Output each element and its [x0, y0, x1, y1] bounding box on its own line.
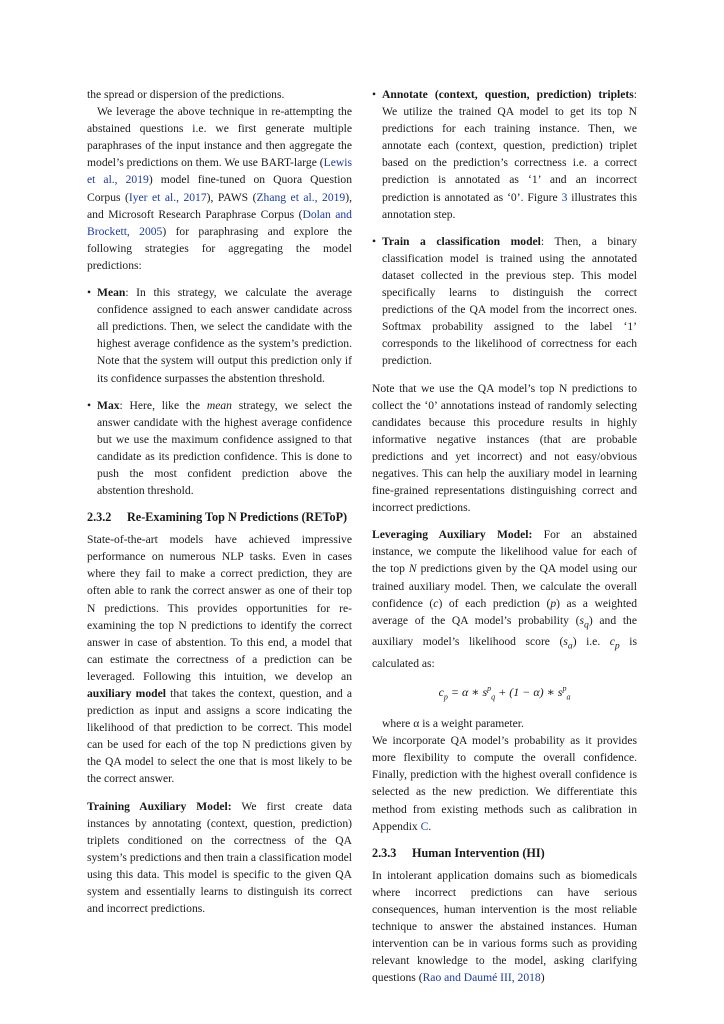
leverage-paragraph: We leverage the above technique in re-attempting the abstained questions i.e. we first generate multiple paraphrases of the input instance and then aggregate the model’s predictions on them. We use BART-large (Lewis et al., 2019) model fine-tuned on Quora Question Corpus (Iyer et al., 2017), PAWS (Zhang et al., 2019), and Microsoft Research Paraphrase Corpus (Dolan and Brockett, 2005) for paraphrasing and explore the following strategies for aggregating the model predictions:	[87, 105, 353, 272]
right-column	[372, 86, 637, 986]
section-heading-hi: 2.3.3 Human Intervention (HI)	[372, 845, 545, 860]
retop-paragraph: State-of-the-art models have achieved impressive performance on numerous NLP tasks. Even in cases where they fail to make a correct prediction, they are often able to rank the correct answer as one of their top N predictions. This provides opportunities for re-examining the top N predictions to identify the correct answer in case of abstention. To this end, a model that can estimate the correctness of a prediction can be leveraged. Following this intuition, we develop an auxiliary model that takes the context, question, and a prediction as input and assigns a score indicating the likelihood of that prediction to be correct. This model can be used for each of the top N predictions given by the QA model to select the one that is most likely to be the correct answer.	[87, 533, 352, 786]
citation-lewis[interactable]: Lewis et al., 2019	[87, 156, 352, 187]
bullet-icon: •	[372, 234, 377, 248]
incorporate-paragraph: We incorporate QA model’s probability as it provides more flexibility to compute the overall confidence. Finally, prediction with the highest overall confidence is selected as the new prediction. We differentiate this method from existing methods such as calibration in Appendix C.	[372, 734, 637, 833]
list-item-max: • Max: Here, like the mean strategy, we select the answer candidate with the highest average confidence but we use the maximum confidence assigned to that candidate as its prediction confidence. This is done to push the most confident prediction above the abstention threshold.	[87, 398, 352, 498]
aggregation-strategy-list	[87, 284, 352, 499]
where-paragraph: where α is a weight parameter.	[382, 717, 524, 731]
intro-paragraph: the spread or dispersion of the predictions.	[87, 88, 285, 101]
list-item-train: • Train a classification model: Then, a binary classification model is trained using the annotated dataset collected in the previous step. This model specifically learns to distinguish the correct predictions of the QA model from the incorrect ones. Softmax probability assigned to the label ‘1’ corresponds to the likelihood of correctness for each prediction.	[372, 234, 637, 368]
hi-paragraph: In intolerant application domains such as biomedicals where incorrect predictions can have serious consequences, human intervention is the most reliable technique to answer the abstained instances. Human intervention can be in various forms such as providing relevant knowledge to the model, asking clarifying questions (Rao and Daumé III, 2018)	[372, 868, 637, 985]
bullet-icon: •	[87, 286, 92, 300]
list-item-annotate: • Annotate (context, question, prediction) triplets: We utilize the trained QA model to get its top N predictions for each training instance. Then, we annotate each (context, question, prediction) triplet based on the prediction’s correctness i.e. a correct prediction is annotated as ‘1’ and an incorrect prediction is annotated as ‘0’. Figure 3 illustrates this annotation step.	[372, 88, 637, 221]
bullet-icon: •	[372, 88, 377, 101]
note-paragraph: Note that we use the QA model’s top N predictions to collect the ‘0’ annotations instead of randomly selecting candidates because this procedure results in highly informative negative instances (that are probable predictions and yet incorrect) and not easy/obvious negatives. This can help the auxiliary model in learning fine-grained representations distinguishing correct and incorrect predictions.	[372, 381, 637, 515]
training-paragraph: Training Auxiliary Model: We first create data instances by annotating (context, question, prediction) triplets conditioned on the correctness of the QA system’s predictions and then train a classification model using this data. This model is specific to the given QA system and essentially learns to distinguish its correct and incorrect predictions.	[87, 799, 353, 916]
citation-iyer[interactable]: Iyer et al., 2017	[128, 190, 207, 204]
figure-reference[interactable]: 3	[561, 190, 568, 204]
leveraging-paragraph: Leveraging Auxiliary Model: For an abstained instance, we compute the likelihood value for each of the top N predictions given by the QA model using our trained auxiliary model. Then, we calculate the overall confidence (c) of each prediction (p) as a weighted average of the QA model’s probability $(s_q)$ and the auxiliary model’s likelihood score $(s_a)$ i.e. $c_p$ is calculated as:	[372, 528, 638, 670]
citation-dolan[interactable]: Dolan and Brockett, 2005	[87, 207, 352, 238]
confidence-equation: $c_p = \alpha$ ∗ $s^p_q + (1 - \alpha)$ ∗ $s^p_a$	[438, 683, 571, 702]
citation-zhang[interactable]: Zhang et al., 2019	[256, 190, 346, 204]
appendix-reference[interactable]: C	[420, 819, 429, 833]
section-heading-retop: 2.3.2 Re-Examining Top N Predictions (REToP)	[87, 510, 348, 525]
annotation-step-list	[372, 86, 637, 370]
bullet-icon: •	[87, 398, 92, 412]
left-column	[87, 86, 352, 917]
citation-rao[interactable]: Rao and Daumé III, 2018	[422, 971, 541, 985]
list-item-mean: • Mean: In this strategy, we calculate the average confidence assigned to each answer candidate across all predictions. Then, we select the candidate with the highest average confidence as the system’s prediction. Note that the system will output this prediction only if its confidence surpasses the abstention threshold.	[87, 286, 352, 385]
